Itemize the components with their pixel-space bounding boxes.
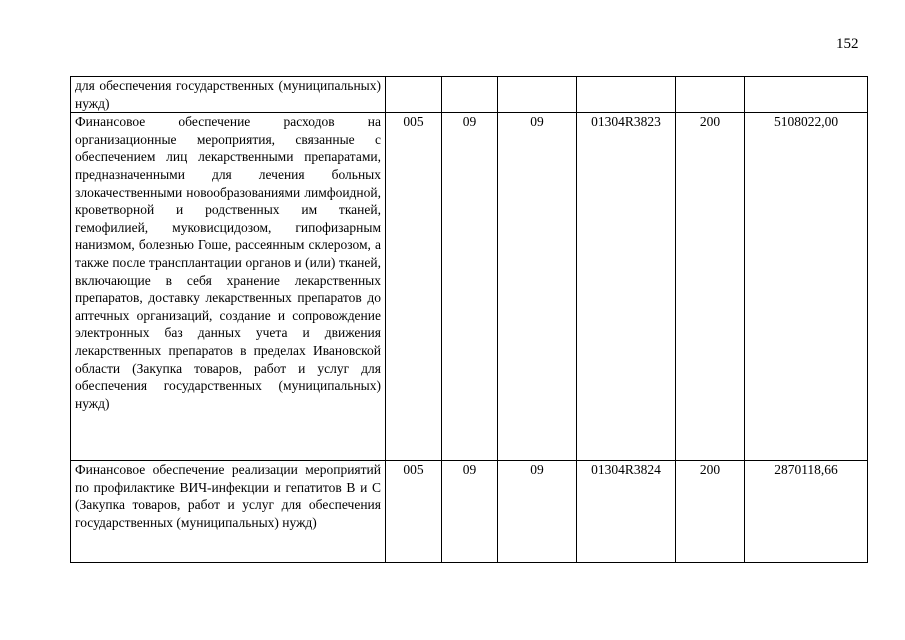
row-description: Финансовое обеспечение расходов на организационные мероприятия, связанные с обеспечением лиц лекарственными препаратами, предназначенными для лечения больных злокачественными новообразованиями лимфоидной, кроветворной и родственных им тканей, гемофилией, муковисцидозом, гипофизарным нанизмом, болезнью Гоше, рассеянным склерозом, а также после трансплантации органов и (или) тканей, включающие в себя хранение лекарственных препаратов, доставку лекарственных препаратов до аптечных организаций, создание и сопровождение электронных баз данных учета и движения лекарственных препаратов в пределах Ивановской области (Закупка товаров, работ и услуг для обеспечения государственных (муниципальных) нужд) xyxy=(75,114,381,411)
row-description-cell xyxy=(71,113,386,461)
row-ved-code: 005 xyxy=(386,461,442,563)
page-number: 152 xyxy=(836,36,859,52)
row-expense-type: 200 xyxy=(676,113,745,461)
row-target-article: 01304R3824 xyxy=(577,461,676,563)
table-row xyxy=(71,77,868,113)
row-subsection-code xyxy=(498,77,577,113)
row-sum xyxy=(745,77,868,113)
row-target-article: 01304R3823 xyxy=(577,113,676,461)
budget-table xyxy=(70,76,868,563)
table-row xyxy=(71,113,868,461)
row-ved-code xyxy=(386,77,442,113)
row-section-code: 09 xyxy=(442,461,498,563)
row-ved-code: 005 xyxy=(386,113,442,461)
row-target-article xyxy=(577,77,676,113)
row-section-code xyxy=(442,77,498,113)
row-description-cell xyxy=(71,461,386,563)
row-description-cell xyxy=(71,77,386,113)
row-subsection-code: 09 xyxy=(498,113,577,461)
row-expense-type: 200 xyxy=(676,461,745,563)
row-expense-type xyxy=(676,77,745,113)
row-subsection-code: 09 xyxy=(498,461,577,563)
table-row xyxy=(71,461,868,563)
row-description: Финансовое обеспечение реализации мероприятий по профилактике ВИЧ-инфекции и гепатитов В и С (Закупка товаров, работ и услуг для обеспечения государственных (муниципальных) нужд) xyxy=(75,462,381,530)
row-sum: 5108022,00 xyxy=(745,113,868,461)
row-section-code: 09 xyxy=(442,113,498,461)
row-description: для обеспечения государственных (муниципальных) нужд) xyxy=(75,78,381,111)
row-sum: 2870118,66 xyxy=(745,461,868,563)
